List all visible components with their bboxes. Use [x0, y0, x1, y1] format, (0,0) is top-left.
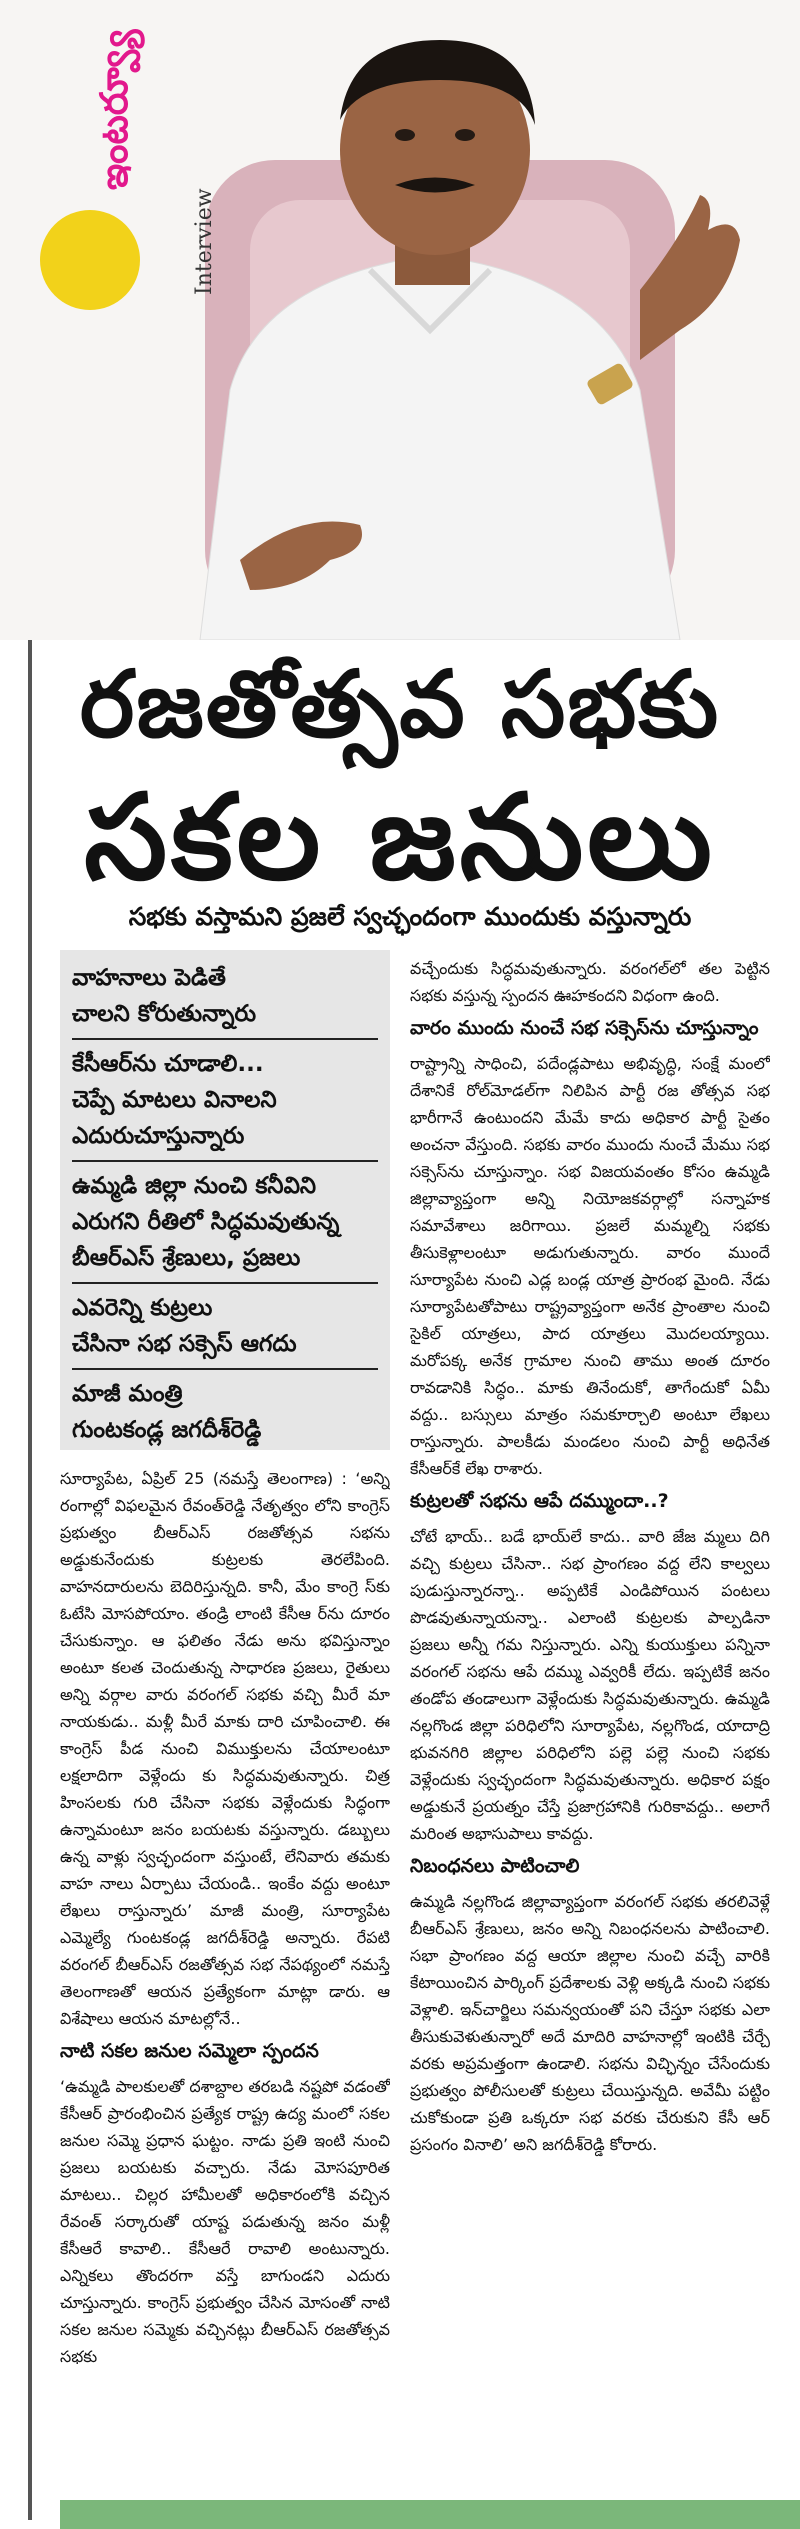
highlight-line: కేసీఆర్‌ను చూడాలి...: [72, 1051, 264, 1077]
left-column: [60, 1465, 390, 2495]
section-heading: కుట్రలతో సభను ఆపే దమ్ముందా..?: [410, 1490, 669, 1512]
highlights-box: [60, 950, 390, 1450]
highlight-line: ఎదురుచూస్తున్నారు: [72, 1123, 245, 1149]
section-heading: వారం ముందు నుంచే సభ సక్సెస్‌ను చూస్తున్నాం: [410, 1017, 759, 1039]
section-heading: నాటి సకల జనుల సమ్మెలా స్పందన: [60, 2040, 319, 2062]
highlight-line: ఉమ్మడి జిల్లా నుంచి కనీవిని: [72, 1173, 317, 1199]
highlight-item: [60, 1376, 390, 1448]
headline-line2: సకల జనులు: [84, 768, 716, 906]
section-text: ఉమ్మడి నల్లగొండ జిల్లావ్యాప్తంగా వరంగల్ సభకు తరలివెళ్లే బీఆర్ఎస్ శ్రేణులు, జనం అన్ని నిబంధనలను పాటించాలి. సభా ప్రాంగణం వద్ద ఆయా జిల్లాల నుంచి వచ్చే వారికి కేటాయించిన పార్కింగ్ ప్రదేశాలకు వెళ్లి అక్కడి నుంచి సభకు వెళ్లాలి. ఇన్‌చార్జిలు సమన్వయంతో పని చేస్తూ సభకు ఎలా తీసుకువెళుతున్నారో అదే మాదిరి వాహనాల్లో ఇంటికి చేర్చే వరకు అప్రమత్తంగా ఉండాలి. సభను విచ్ఛిన్నం చేసేందుకు ప్రభుత్వం పోలీసులతో కుట్రలు చేయిస్తున్నది. అవేమీ పట్టిం చుకోకుండా ప్రతి ఒక్కరూ సభ వరకు చేరుకుని కేసీ ఆర్ ప్రసంగం వినాలి’ అని జగదీశ్‌రెడ్డి కోరారు.: [410, 1892, 770, 2154]
highlight-item: [60, 1168, 390, 1276]
subheadline: సభకు వస్తామని ప్రజలే స్వచ్ఛందంగా ముందుకు వస్తున్నారు: [128, 902, 692, 931]
highlight-divider: [72, 1038, 378, 1040]
section-text: చోటే భాయ్.. బడే భాయ్‌లే కాదు.. వారి జేజ మ్మలు దిగి వచ్చి కుట్రలు చేసినా.. సభ ప్రాంగణం వద్ద లేని కాల్వలు పుడుస్తున్నారన్నా.. అప్పటికే ఎండిపోయిన పంటలు పొడవుతున్నాయన్నా.. ఎలాంటి కుట్రలకు పాల్పడినా ప్రజలు అన్నీ గమ నిస్తున్నారు. ఎన్ని కుయుక్తులు పన్నినా వరంగల్ సభను ఆపే దమ్ము ఎవ్వరికీ లేదు. ఇప్పటికే జనం తండోప తండాలుగా వెళ్లేందుకు సిద్ధమవుతున్నారు. ఉమ్మడి నల్లగొండ జిల్లా పరిధిలోని సూర్యాపేట, నల్లగొండ, యాదాద్రి భువనగిరి జిల్లాల పరిధిలోని పల్లె పల్లె నుంచి సభకు వెళ్లేందుకు స్వచ్ఛందంగా సిద్ధమవుతున్నారు. అధికార పక్షం అడ్డుకునే ప్రయత్నం చేస్తే ప్రజాగ్రహానికి గురికావద్దు.. అలాగే మరింత అభాసుపాలు కావద్దు.: [410, 1527, 770, 1843]
section-heading: నిబంధనలు పాటించాలి: [410, 1855, 580, 1877]
highlight-divider: [72, 1282, 378, 1284]
highlight-line: బీఆర్ఎస్ శ్రేణులు, ప్రజలు: [72, 1245, 301, 1271]
headline-line1: రజతోత్సవ సభకు: [79, 651, 721, 758]
highlight-divider: [72, 1368, 378, 1370]
section-text: రాష్ట్రాన్ని సాధించి, పదేండ్లపాటు అభివృద్ధి, సంక్షే మంలో దేశానికే రోల్‌మోడల్‌గా నిలిపిన పార్టీ రజ తోత్సవ సభ భారీగానే ఉంటుందని మేమే కాదు అధికార పార్టీ సైతం అంచనా వేస్తుంది. సభకు వారం ముందు నుంచే మేము సభ సక్సెస్‌ను చూస్తున్నాం. సభ విజయవంతం కోసం ఉమ్మడి జిల్లావ్యాప్తంగా అన్ని నియోజకవర్గాల్లో సన్నాహక సమావేశాలు జరిగాయి. ప్రజలే మమ్మల్ని సభకు తీసుకెళ్లాలంటూ అడుగుతున్నారు. వారం ముందే సూర్యాపేట నుంచి ఎడ్ల బండ్ల యాత్ర ప్రారంభ మైంది. నేడు సూర్యాపేటతోపాటు రాష్ట్రవ్యాప్తంగా అనేక ప్రాంతాల నుంచి సైకిల్ యాత్రలు, పాద యాత్రలు మొదలయ్యాయి. మరోపక్క అనేక గ్రామాల నుంచి తాము అంత దూరం రావడానికి సిద్ధం.. మాకు తినేందుకో, తాగేందుకో ఏమీ వద్దు.. బస్సులు మాత్రం సమకూర్చాలి అంటూ లేఖలు రాస్తున్నారు. పాలకీడు మండలం నుంచి పార్టీ అధినేత కేసీఆర్‌కే లేఖ రాశారు.: [410, 1054, 770, 1478]
highlight-line: చెప్పే మాటలు వినాలని: [72, 1087, 277, 1113]
highlight-line: చాలని కోరుతున్నారు: [72, 1001, 257, 1027]
article-continuation: వచ్చేందుకు సిద్ధమవుతున్నారు. వరంగల్‌లో తల పెట్టిన సభకు వస్తున్న స్పందన ఊహకందని విధంగా ఉంది.: [410, 959, 770, 1005]
highlight-line: గుంటకండ్ల జగదీశ్‌రెడ్డి: [72, 1417, 262, 1443]
highlight-line: చేసినా సభ సక్సెస్ ఆగదు: [72, 1331, 297, 1357]
article-intro: సూర్యాపేట, ఏప్రిల్ 25 (నమస్తే తెలంగాణ) : ‘అన్ని రంగాల్లో విఫలమైన రేవంత్‌రెడ్డి నేతృత్వం లోని కాంగ్రెస్ ప్రభుత్వం బీఆర్ఎస్ రజతోత్సవ సభను అడ్డుకునేందుకు కుట్రలకు తెరలేపింది. వాహనదారులను బెదిరిస్తున్నది. కానీ, మేం కాంగ్రె స్‌కు ఓటేసి మోసపోయాం. తండ్రి లాంటి కేసీఆ ర్‌ను దూరం చేసుకున్నాం. ఆ ఫలితం నేడు అను భవిస్తున్నాం అంటూ కలత చెందుతున్న సాధారణ ప్రజలు, రైతులు అన్ని వర్గాల వారు వరంగల్ సభకు వచ్చి మీరే మా నాయకుడు.. మళ్లీ మీరే మాకు దారి చూపించాలి. ఈ కాంగ్రెస్ పీడ నుంచి విముక్తులను చేయాలంటూ లక్షలాదిగా వెళ్లేందు కు సిద్ధమవుతున్నారు. చిత్ర హింసలకు గురి చేసినా సభకు వెళ్లేందుకు సిద్ధంగా ఉన్నామంటూ జనం బయటకు వస్తున్నారు. డబ్బులు ఉన్న వాళ్లు స్వచ్ఛందంగా వస్తుంటే, లేనివారు తమకు వాహ నాలు ఏర్పాటు చేయండి.. ఇంకేం వద్దు అంటూ లేఖలు రాస్తున్నారు’ మాజీ మంత్రి, సూర్యాపేట ఎమ్మెల్యే గుంటకండ్ల జగదీశ్‌రెడ్డి అన్నారు. రేపటి వరంగల్ బీఆర్ఎస్ రజతోత్సవ సభ నేపథ్యంలో నమస్తే తెలంగాణతో ఆయన ప్రత్యేకంగా మాట్లా డారు. ఆ విశేషాలు ఆయన మాటల్లోనే..: [60, 1469, 390, 2028]
highlight-line: ఎరుగని రీతిలో సిద్ధమవుతున్న: [72, 1209, 340, 1235]
badge-label-english: Interview: [192, 188, 217, 295]
interview-badge: [40, 29, 240, 295]
bottom-ad-strip: [60, 2500, 800, 2529]
highlight-item: [60, 1046, 390, 1154]
highlight-line: వాహనాలు పెడితే: [72, 965, 226, 991]
left-divider: [28, 640, 32, 2520]
highlight-divider: [72, 1160, 378, 1162]
highlight-item: [60, 960, 390, 1032]
highlight-line: ఎవరెన్ని కుట్రలు: [72, 1295, 213, 1321]
badge-label-telugu: ఇంటర్వ్యూ: [92, 29, 136, 190]
highlight-line: మాజీ మంత్రి: [72, 1381, 183, 1407]
highlight-item: [60, 1290, 390, 1362]
right-column: [410, 955, 770, 2495]
badge-circle: [40, 210, 140, 310]
section-text: ‘ఉమ్మడి పాలకులతో దశాబ్దాల తరబడి నష్టపో వడంతో కేసీఆర్ ప్రారంభించిన ప్రత్యేక రాష్ట్ర ఉద్య మంలో సకల జనుల సమ్మె ప్రధాన ఘట్టం. నాడు ప్రతి ఇంటి నుంచి ప్రజలు బయటకు వచ్చారు. నేడు మోసపూరిత మాటలు.. చిల్లర హామీలతో అధికారంలోకి వచ్చిన రేవంత్ సర్కారుతో యాష్ట పడుతున్న జనం మళ్లీ కేసీఆరే కావాలి.. కేసీఆరే రావాలి అంటున్నారు. ఎన్నికలు తొందరగా వస్తే బాగుండని ఎదురు చూస్తున్నారు. కాంగ్రెస్ ప్రభుత్వం చేసిన మోసంతో నాటి సకల జనుల సమ్మెకు వచ్చినట్లు బీఆర్ఎస్ రజతోత్సవ సభకు: [60, 2077, 390, 2366]
